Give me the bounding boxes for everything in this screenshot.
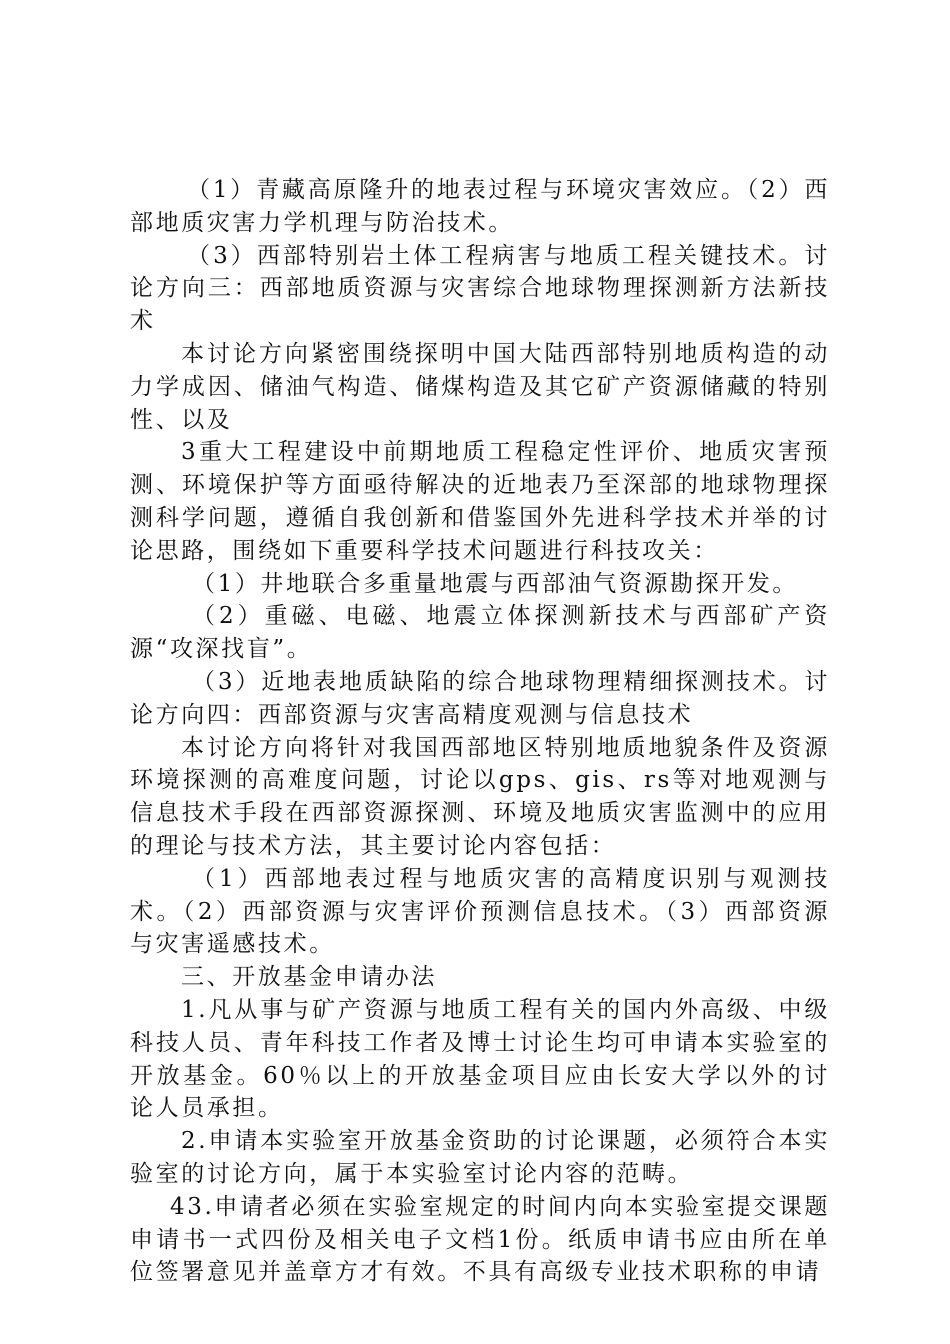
document-body: [130, 174, 830, 1289]
paragraph: 2.申请本实验室开放基金资助的讨论课题，必须符合本实验室的讨论方向，属于本实验室讨论内容的范畴。: [130, 1128, 830, 1187]
section-heading: 三、开放基金申请办法: [181, 964, 437, 991]
paragraph: （1）青藏高原隆升的地表过程与环境灾害效应。（2）西部地质灾害力学机理与防治技术。: [130, 177, 830, 236]
paragraph: （2）重磁、电磁、地震立体探测新技术与西部矿产资源“攻深找盲”。: [130, 603, 830, 663]
paragraph: （1）西部地表过程与地质灾害的高精度识别与观测技术。（2）西部资源与灾害评价预测信息技术。（3）西部资源与灾害遥感技术。: [130, 865, 830, 958]
paragraph: （3）近地表地质缺陷的综合地球物理精细探测技术。讨论方向四：西部资源与灾害高精度观测与信息技术: [130, 668, 830, 728]
paragraph: 3重大工程建设中前期地质工程稳定性评价、地质灾害预测、环境保护等方面亟待解决的近地表乃至深部的地球物理探测科学问题，遵循自我创新和借鉴国外先进科学技术并举的讨论思路，围绕如下重要科学技术问题进行科技攻关：: [130, 439, 830, 564]
paragraph: （1）井地联合多重量地震与西部油气资源勘探开发。: [192, 570, 799, 597]
paragraph: 本讨论方向紧密围绕探明中国大陆西部特别地质构造的动力学成因、储油气构造、储煤构造及其它矿产资源储藏的特别性、以及: [130, 340, 830, 433]
paragraph: 本讨论方向将针对我国西部地区特别地质地貌条件及资源环境探测的高难度问题，讨论以gps、gis、rs等对地观测与信息技术手段在西部资源探测、环境及地质灾害监测中的应用的理论与技术方法，其主要讨论内容包括：: [130, 734, 830, 859]
paragraph: 1.凡从事与矿产资源与地质工程有关的国内外高级、中级科技人员、青年科技工作者及博士讨论生均可申请本实验室的开放基金。60％以上的开放基金项目应由长安大学以外的讨论人员承担。: [130, 996, 830, 1122]
paragraph: （3）西部特别岩土体工程病害与地质工程关键技术。讨论方向三：西部地质资源与灾害综合地球物理探测新方法新技术: [130, 242, 830, 335]
paragraph: 43.申请者必须在实验室规定的时间内向本实验室提交课题申请书一式四份及相关电子文档1份。纸质申请书应由所在单位签署意见并盖章方才有效。不具有高级专业技术职称的申请: [130, 1193, 830, 1286]
